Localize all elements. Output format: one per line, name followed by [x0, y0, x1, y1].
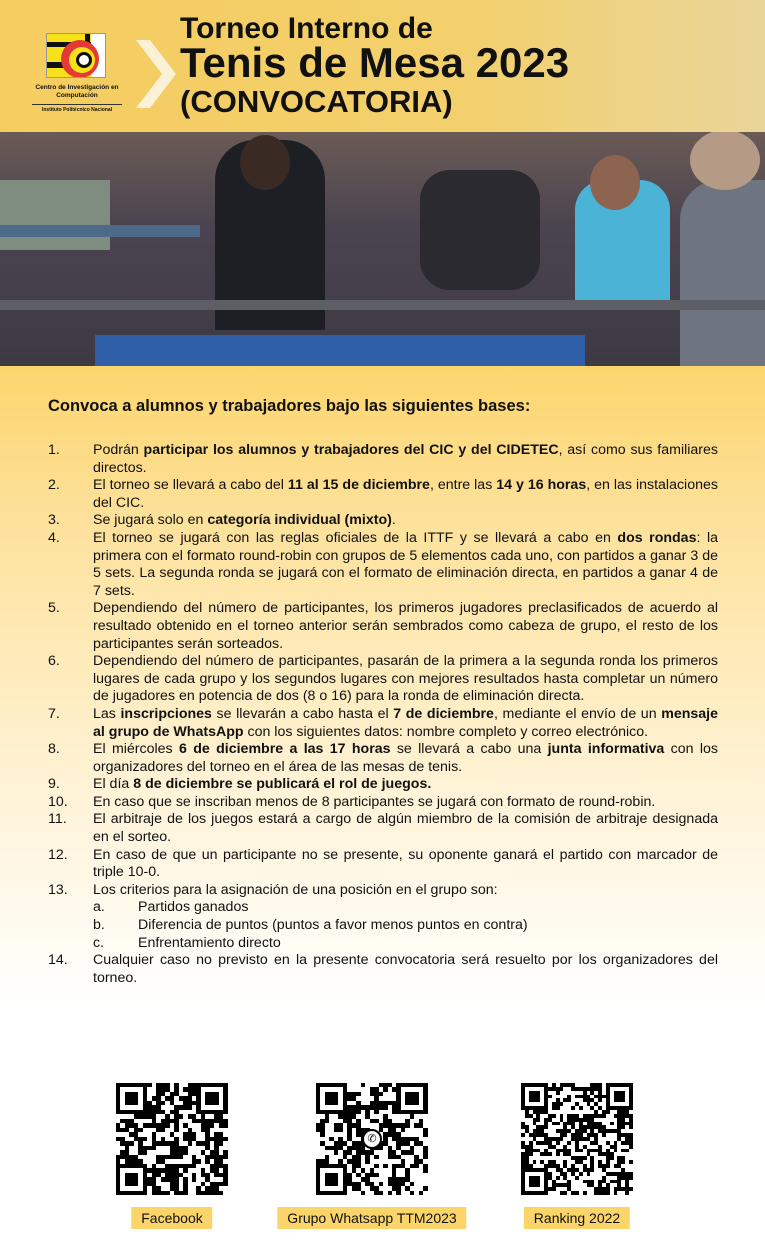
text: Dependiendo del número de participantes, los primeros jugadores preclasificados de acuerdo al resultado obtenido en el torneo anterior serán sembrados como cabeza de grupo, el resto de los participantes serán sorteados. — [93, 600, 718, 652]
list-item — [48, 794, 718, 812]
text: , mediante el envío de un — [493, 705, 662, 722]
sub-item-text: Diferencia de puntos (puntos a favor menos puntos en contra) — [138, 917, 528, 934]
text: El torneo se jugará con las reglas oficiales de la ITTF y se llevará a cabo en — [93, 529, 618, 546]
item-number: 12. — [48, 846, 68, 863]
item-number: 1. — [48, 442, 60, 458]
list-item — [48, 882, 718, 952]
rules-list — [48, 442, 718, 987]
list-item — [48, 776, 718, 794]
sub-item-letter: a. — [93, 899, 105, 916]
qr-block — [116, 1083, 228, 1195]
item-text — [93, 847, 718, 882]
item-text — [93, 530, 718, 600]
sub-item-letter: c. — [93, 934, 105, 951]
bold-text: participar los alumnos y trabajadores del CIC y del CIDETEC — [143, 442, 559, 458]
item-number: 2. — [48, 477, 60, 494]
item-number: 6. — [48, 653, 60, 670]
text: Cualquier caso no previsto en la presente convocatoria será resuelto por los organizadores del torneo. — [93, 952, 718, 986]
title-line-3: (CONVOCATORIA) — [180, 84, 453, 119]
bold-text: 8 de diciembre se publicará el rol de juegos. — [133, 776, 432, 793]
item-number: 14. — [48, 952, 68, 969]
text: , en las instalaciones del CIC. — [93, 477, 718, 511]
bold-text: mensaje al grupo de WhatsApp — [93, 705, 718, 740]
text: Las — [93, 705, 121, 722]
text: se llevará a cabo una — [390, 741, 548, 758]
list-item — [48, 477, 718, 512]
qr-code[interactable] — [116, 1083, 228, 1195]
cic-logo — [46, 33, 106, 78]
item-text — [93, 741, 718, 776]
qr-block — [316, 1083, 428, 1195]
item-text — [93, 952, 718, 987]
item-number: 7. — [48, 705, 60, 722]
item-number: 3. — [48, 512, 60, 529]
list-item — [48, 530, 718, 600]
bold-text: inscripciones — [120, 705, 212, 722]
qr-label: Grupo Whatsapp TTM2023 — [277, 1207, 466, 1229]
tournament-photo — [0, 130, 765, 366]
sub-item-letter: b. — [93, 917, 105, 934]
bold-text: categoría individual (mixto) — [207, 512, 392, 529]
bold-text: 6 de diciembre a las 17 horas — [179, 741, 391, 758]
sub-item — [93, 917, 718, 935]
list-item — [48, 512, 718, 530]
qr-label: Ranking 2022 — [524, 1207, 630, 1229]
item-text — [93, 653, 718, 706]
qr-block — [521, 1083, 633, 1195]
item-text — [93, 600, 718, 653]
item-text — [93, 811, 718, 846]
chevron-right-icon — [136, 40, 176, 108]
item-text — [93, 706, 718, 741]
sub-item — [93, 899, 718, 917]
text: . — [391, 512, 396, 529]
list-item — [48, 847, 718, 882]
text: El arbitraje de los juegos estará a cargo de algún miembro de la comisión de arbitraje designada en el sorteo. — [93, 811, 718, 846]
item-number: 4. — [48, 529, 60, 546]
text: Podrán — [93, 442, 144, 458]
bold-text: dos rondas — [617, 529, 697, 546]
list-item — [48, 442, 718, 477]
sub-item — [93, 935, 718, 953]
item-number: 10. — [48, 793, 68, 810]
text: El torneo se llevará a cabo del — [93, 477, 288, 494]
list-item — [48, 952, 718, 987]
list-item — [48, 706, 718, 741]
whatsapp-icon: ✆ — [362, 1129, 382, 1149]
list-item — [48, 811, 718, 846]
item-text — [93, 882, 718, 952]
item-number: 11. — [48, 811, 67, 828]
text: Los criterios para la asignación de una posición en el grupo son: — [93, 881, 498, 898]
item-text — [93, 442, 718, 477]
text: con los siguientes datos: nombre completo y correo electrónico. — [243, 723, 649, 740]
logo-text: Centro de Investigación en Computación — [35, 84, 119, 99]
bold-text: 7 de diciembre — [393, 705, 494, 722]
sub-item-text: Enfrentamiento directo — [138, 934, 281, 951]
item-number: 5. — [48, 600, 60, 617]
item-text — [93, 794, 718, 812]
text: Dependiendo del número de participantes, pasarán de la primera a la segunda ronda los primeros lugares de cada grupo y los segundos lugares con mejores resultados hasta completar un número de jugadores en potencia de dos (8 o 16) para la ronda de eliminación directa. — [93, 653, 718, 705]
text: , entre las — [429, 477, 497, 494]
sub-item-text: Partidos ganados — [138, 899, 249, 916]
list-item — [48, 741, 718, 776]
item-number: 8. — [48, 741, 60, 758]
qr-label: Facebook — [131, 1207, 212, 1229]
text: Se jugará solo en — [93, 512, 208, 529]
text: El día — [93, 776, 134, 793]
page-title — [180, 14, 569, 117]
text: En caso de que un participante no se presente, su oponente ganará el partido con marcador de triple 10-0. — [93, 846, 718, 881]
item-text — [93, 477, 718, 512]
text: se llevarán a cabo hasta el — [211, 705, 394, 722]
item-number: 9. — [48, 776, 60, 793]
list-item — [48, 600, 718, 653]
text: En caso que se inscriban menos de 8 participantes se jugará con formato de round-robin. — [93, 793, 656, 810]
item-text — [93, 512, 718, 530]
text: El miércoles — [93, 741, 179, 758]
text: con los organizadores del torneo en el área de las mesas de tenis. — [93, 741, 718, 775]
title-line-1: Torneo Interno de — [180, 12, 433, 45]
qr-code[interactable] — [521, 1083, 633, 1195]
bold-text: 11 al 15 de diciembre — [287, 477, 430, 494]
text: : la primera con el formato round-robin con grupos de 5 elementos cada uno, con partidos a ganar 3 de 5 sets. La segunda ronda se jugará con el formato de eliminación directa, en partidos a ganar 4 de 7 sets. — [93, 529, 718, 599]
bold-text: junta informativa — [547, 741, 665, 758]
item-number: 13. — [48, 881, 68, 898]
bold-text: 14 y 16 horas — [496, 477, 587, 494]
title-line-2: Tenis de Mesa 2023 — [180, 39, 570, 86]
logo-subtext: Instituto Politécnico Nacional — [32, 104, 122, 113]
intro-heading: Convoca a alumnos y trabajadores bajo las siguientes bases: — [48, 397, 531, 415]
text: , así como sus familiares directos. — [93, 442, 718, 476]
item-text — [93, 776, 718, 794]
header-banner — [0, 0, 765, 132]
list-item — [48, 653, 718, 706]
